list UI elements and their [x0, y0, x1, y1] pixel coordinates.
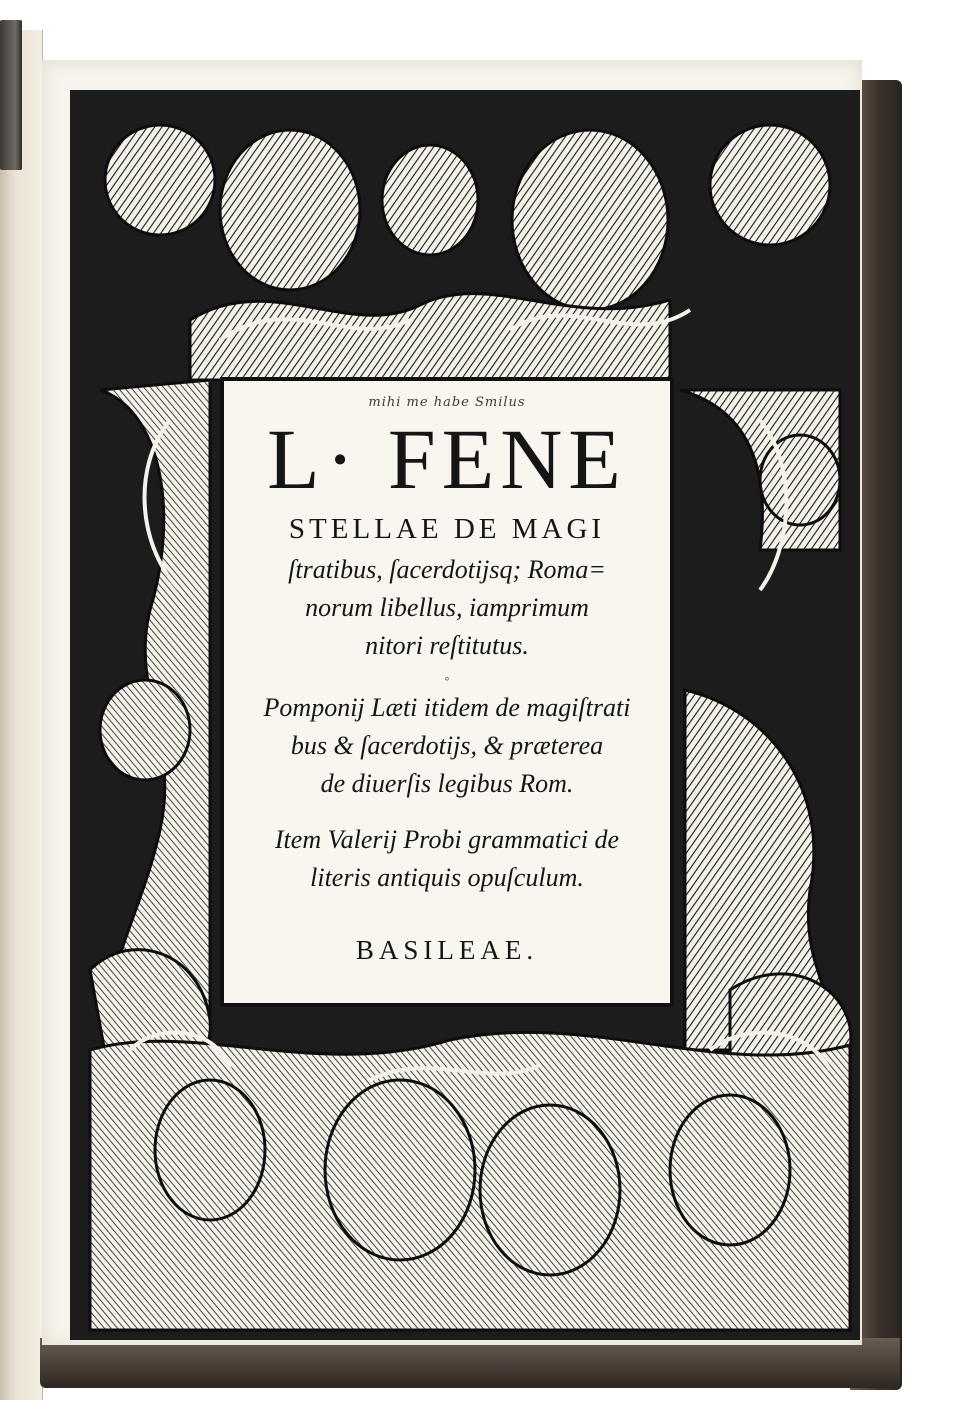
title-line-1: L· FENE: [267, 411, 627, 507]
description-3-line-1: Item Valerij Probi grammatici de: [274, 825, 620, 854]
description-2-line-1: Pomponij Læti itidem de magiſtrati: [263, 693, 631, 722]
separator-mark: ◦: [444, 672, 450, 687]
title-cartouche: [220, 377, 674, 1007]
description-2-line-2: bus & ſacerdotijs, & præterea: [290, 731, 604, 760]
description-1-line-3: nitori reſtitutus.: [365, 631, 529, 660]
description-1-line-1: ſtratibus, ſacerdotijsq; Roma=: [288, 555, 606, 584]
description-1-line-2: norum libellus, iamprimum: [305, 593, 589, 622]
book: [0, 20, 905, 1392]
handwritten-annotation: mihi me habe Smilus: [368, 395, 526, 410]
title-line-2: STELLAE DE MAGI: [288, 513, 606, 545]
description-3-line-2: literis antiquis opuſculum.: [310, 863, 584, 892]
description-2-line-3: de diuerſis legibus Rom.: [320, 769, 574, 798]
left-cover-corner: [0, 20, 22, 170]
bottom-binding: [40, 1338, 900, 1388]
imprint-place: BASILEAE.: [355, 935, 539, 965]
left-page-edges: [0, 30, 43, 1400]
